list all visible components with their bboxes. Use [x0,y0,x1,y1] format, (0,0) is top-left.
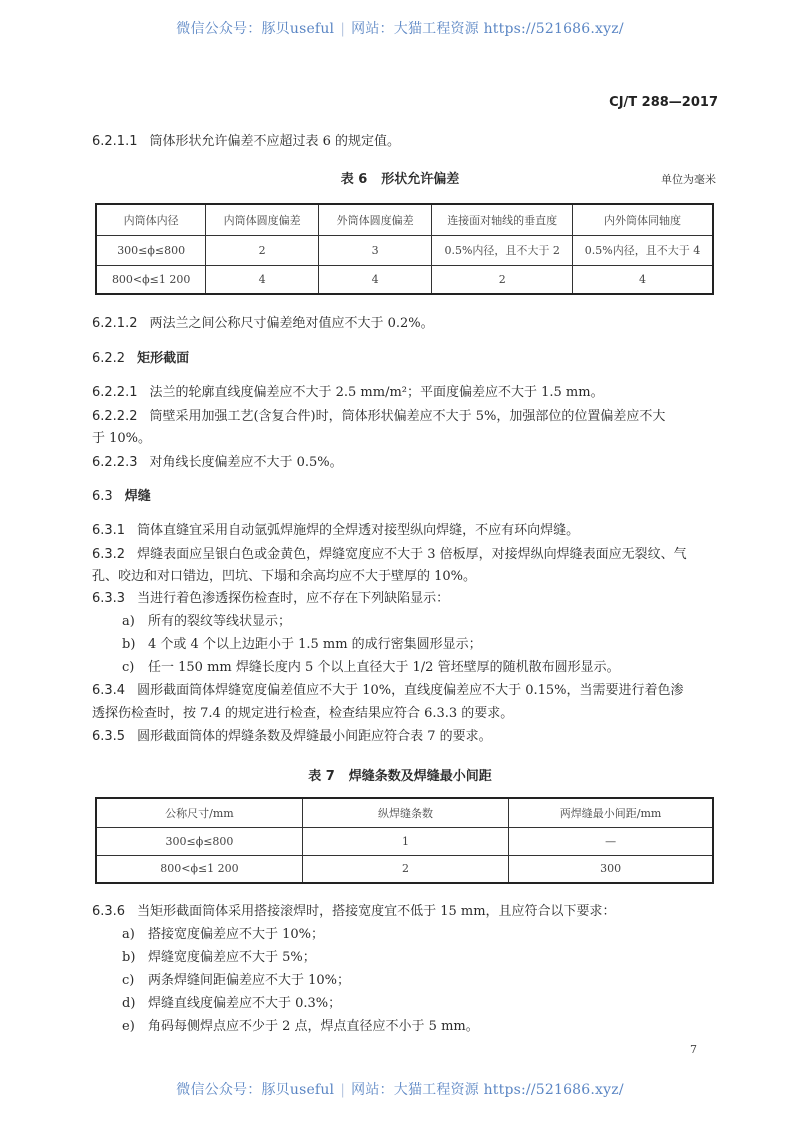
list-item-label: c) [122,660,135,675]
list-item [122,949,316,967]
table-7-number: 表 7 [308,769,335,784]
clause-text: 筒体形状允许偏差不应超过表 6 的规定值。 [149,134,401,149]
header-cell: 两焊缝最小间距/mm [509,798,713,827]
table-row [96,235,713,265]
list-item [122,659,620,677]
table-row [96,265,713,294]
table-cell: 0.5%内径，且不大于 2 [432,235,573,265]
clause-number: 6.3.2 [92,547,126,562]
clause-text: 当矩形截面筒体采用搭接滚焊时，搭接宽度宜不低于 15 mm，且应符合以下要求： [137,904,616,919]
clause-text: 圆形截面筒体的焊缝条数及焊缝最小间距应符合表 7 的要求。 [137,729,492,744]
watermark-bottom [0,1079,800,1099]
watermark-separator: | [340,1082,346,1098]
header-cell: 内筒体内径 [96,204,206,235]
table-cell: 1 [302,827,508,855]
table-cell: 4 [318,265,432,294]
watermark-website: 网站：大猫工程资源 https://521686.xyz/ [351,21,624,37]
clause-number: 6.3.5 [92,729,126,744]
header-cell: 连接面对轴线的垂直度 [432,204,573,235]
table-cell: 300 [509,855,713,883]
clause-6-3-2 [92,546,687,564]
header-cell: 外筒体圆度偏差 [318,204,432,235]
watermark-wechat: 微信公众号：豚贝useful [176,1082,335,1098]
table-6-unit: 单位为毫米 [661,173,716,186]
watermark-separator: | [340,21,346,37]
list-item [122,1018,479,1036]
section-number: 6.2.2 [92,351,126,366]
section-6-3-heading [92,488,151,506]
section-title: 矩形截面 [137,351,190,366]
page-number: 7 [690,1043,697,1056]
table-cell: 2 [302,855,508,883]
list-item-label: e) [122,1019,135,1034]
clause-6-2-1-2 [92,315,434,333]
header-cell: 公称尺寸/mm [96,798,302,827]
clause-text: 两法兰之间公称尺寸偏差绝对值应不大于 0.2%。 [149,316,434,331]
clause-6-2-2-2 [92,408,665,426]
header-cell: 内筒体圆度偏差 [206,204,319,235]
clause-6-3-2-continued: 孔、咬边和对口错边，凹坑、下塌和余高均应不大于壁厚的 10%。 [92,569,477,584]
table-header-row [96,798,713,827]
table-cell: — [509,827,713,855]
list-item-text: 搭接宽度偏差应不大于 10%； [148,927,325,942]
clause-number: 6.2.2.1 [92,385,138,400]
section-6-2-2-heading [92,350,189,368]
list-item-label: a) [122,927,135,942]
list-item-text: 4 个或 4 个以上边距小于 1.5 mm 的成行密集圆形显示； [148,637,482,652]
clause-number: 6.2.2.3 [92,455,138,470]
table-cell: 300≤ϕ≤800 [96,827,302,855]
clause-6-3-5 [92,728,492,746]
list-item [122,613,291,631]
list-item-text: 任一 150 mm 焊缝长度内 5 个以上直径大于 1/2 管坯壁厚的随机散布圆形显示。 [148,660,620,675]
standard-code: CJ/T 288—2017 [609,95,718,110]
table-6-number: 表 6 [340,172,368,187]
clause-6-2-2-2-continued: 于 10%。 [92,431,152,446]
table-cell: 800<ϕ≤1 200 [96,265,206,294]
watermark-website: 网站：大猫工程资源 https://521686.xyz/ [351,1082,624,1098]
section-number: 6.3 [92,489,113,504]
table-cell: 4 [206,265,319,294]
list-item-text: 所有的裂纹等线状显示； [148,614,292,629]
clause-text: 筒体直缝宜采用自动氩弧焊施焊的全焊透对接型纵向焊缝，不应有环向焊缝。 [137,523,580,538]
clause-text: 法兰的轮廓直线度偏差应不大于 2.5 mm/m²；平面度偏差应不大于 1.5 mm。 [149,385,604,400]
list-item-label: a) [122,614,135,629]
table-cell: 4 [572,265,713,294]
table-7-caption [0,765,800,784]
list-item [122,636,482,654]
table-cell: 3 [318,235,432,265]
clause-number: 6.2.1.1 [92,134,138,149]
table-cell: 800<ϕ≤1 200 [96,855,302,883]
list-item-text: 两条焊缝间距偏差应不大于 10%； [148,973,351,988]
table-cell: 300≤ϕ≤800 [96,235,206,265]
clause-text: 圆形截面筒体焊缝宽度偏差值应不大于 10%，直线度偏差应不大于 0.15%，当需要进行着色渗 [137,683,684,698]
table-row [96,827,713,855]
list-item-label: d) [122,996,136,1011]
list-item-text: 焊缝宽度偏差应不大于 5%； [148,950,316,965]
table-6-title: 形状允许偏差 [381,172,460,187]
list-item-label: b) [122,950,136,965]
table-header-row [96,204,713,235]
table-7-title: 焊缝条数及焊缝最小间距 [348,769,492,784]
table-6 [95,203,714,295]
clause-6-2-1-1 [92,133,400,151]
table-cell: 2 [206,235,319,265]
watermark-top [0,18,800,38]
clause-text: 对角线长度偏差应不大于 0.5%。 [149,455,343,470]
table-cell: 2 [432,265,573,294]
clause-text: 当进行着色渗透探伤检查时，应不存在下列缺陷显示： [137,591,450,606]
clause-6-3-3 [92,590,449,608]
clause-6-3-6 [92,903,616,921]
clause-number: 6.3.3 [92,591,126,606]
clause-6-3-1 [92,522,579,540]
clause-number: 6.2.2.2 [92,409,138,424]
table-row [96,855,713,883]
clause-6-2-2-1 [92,384,604,402]
section-title: 焊缝 [124,489,151,504]
clause-text: 筒壁采用加强工艺(含复合件)时，筒体形状偏差应不大于 5%，加强部位的位置偏差应不大 [149,409,666,424]
list-item [122,926,324,944]
clause-text: 焊缝表面应呈银白色或金黄色，焊缝宽度应不大于 3 倍板厚，对接焊纵向焊缝表面应无裂纹、气 [137,547,687,562]
clause-6-3-4-continued: 透探伤检查时，按 7.4 的规定进行检查，检查结果应符合 6.3.3 的要求。 [92,706,514,721]
table-7 [95,797,714,884]
header-cell: 纵焊缝条数 [302,798,508,827]
list-item-text: 角码每侧焊点应不少于 2 点，焊点直径应不小于 5 mm。 [148,1019,479,1034]
watermark-wechat: 微信公众号：豚贝useful [176,21,335,37]
list-item [122,995,341,1013]
table-cell: 0.5%内径，且不大于 4 [572,235,713,265]
clause-6-2-2-3 [92,454,343,472]
clause-number: 6.3.1 [92,523,126,538]
list-item [122,972,350,990]
clause-number: 6.3.4 [92,683,126,698]
list-item-text: 焊缝直线度偏差应不大于 0.3%； [148,996,342,1011]
list-item-label: b) [122,637,136,652]
list-item-label: c) [122,973,135,988]
clause-number: 6.2.1.2 [92,316,138,331]
header-cell: 内外筒体同轴度 [572,204,713,235]
clause-number: 6.3.6 [92,904,126,919]
clause-6-3-4 [92,682,684,700]
